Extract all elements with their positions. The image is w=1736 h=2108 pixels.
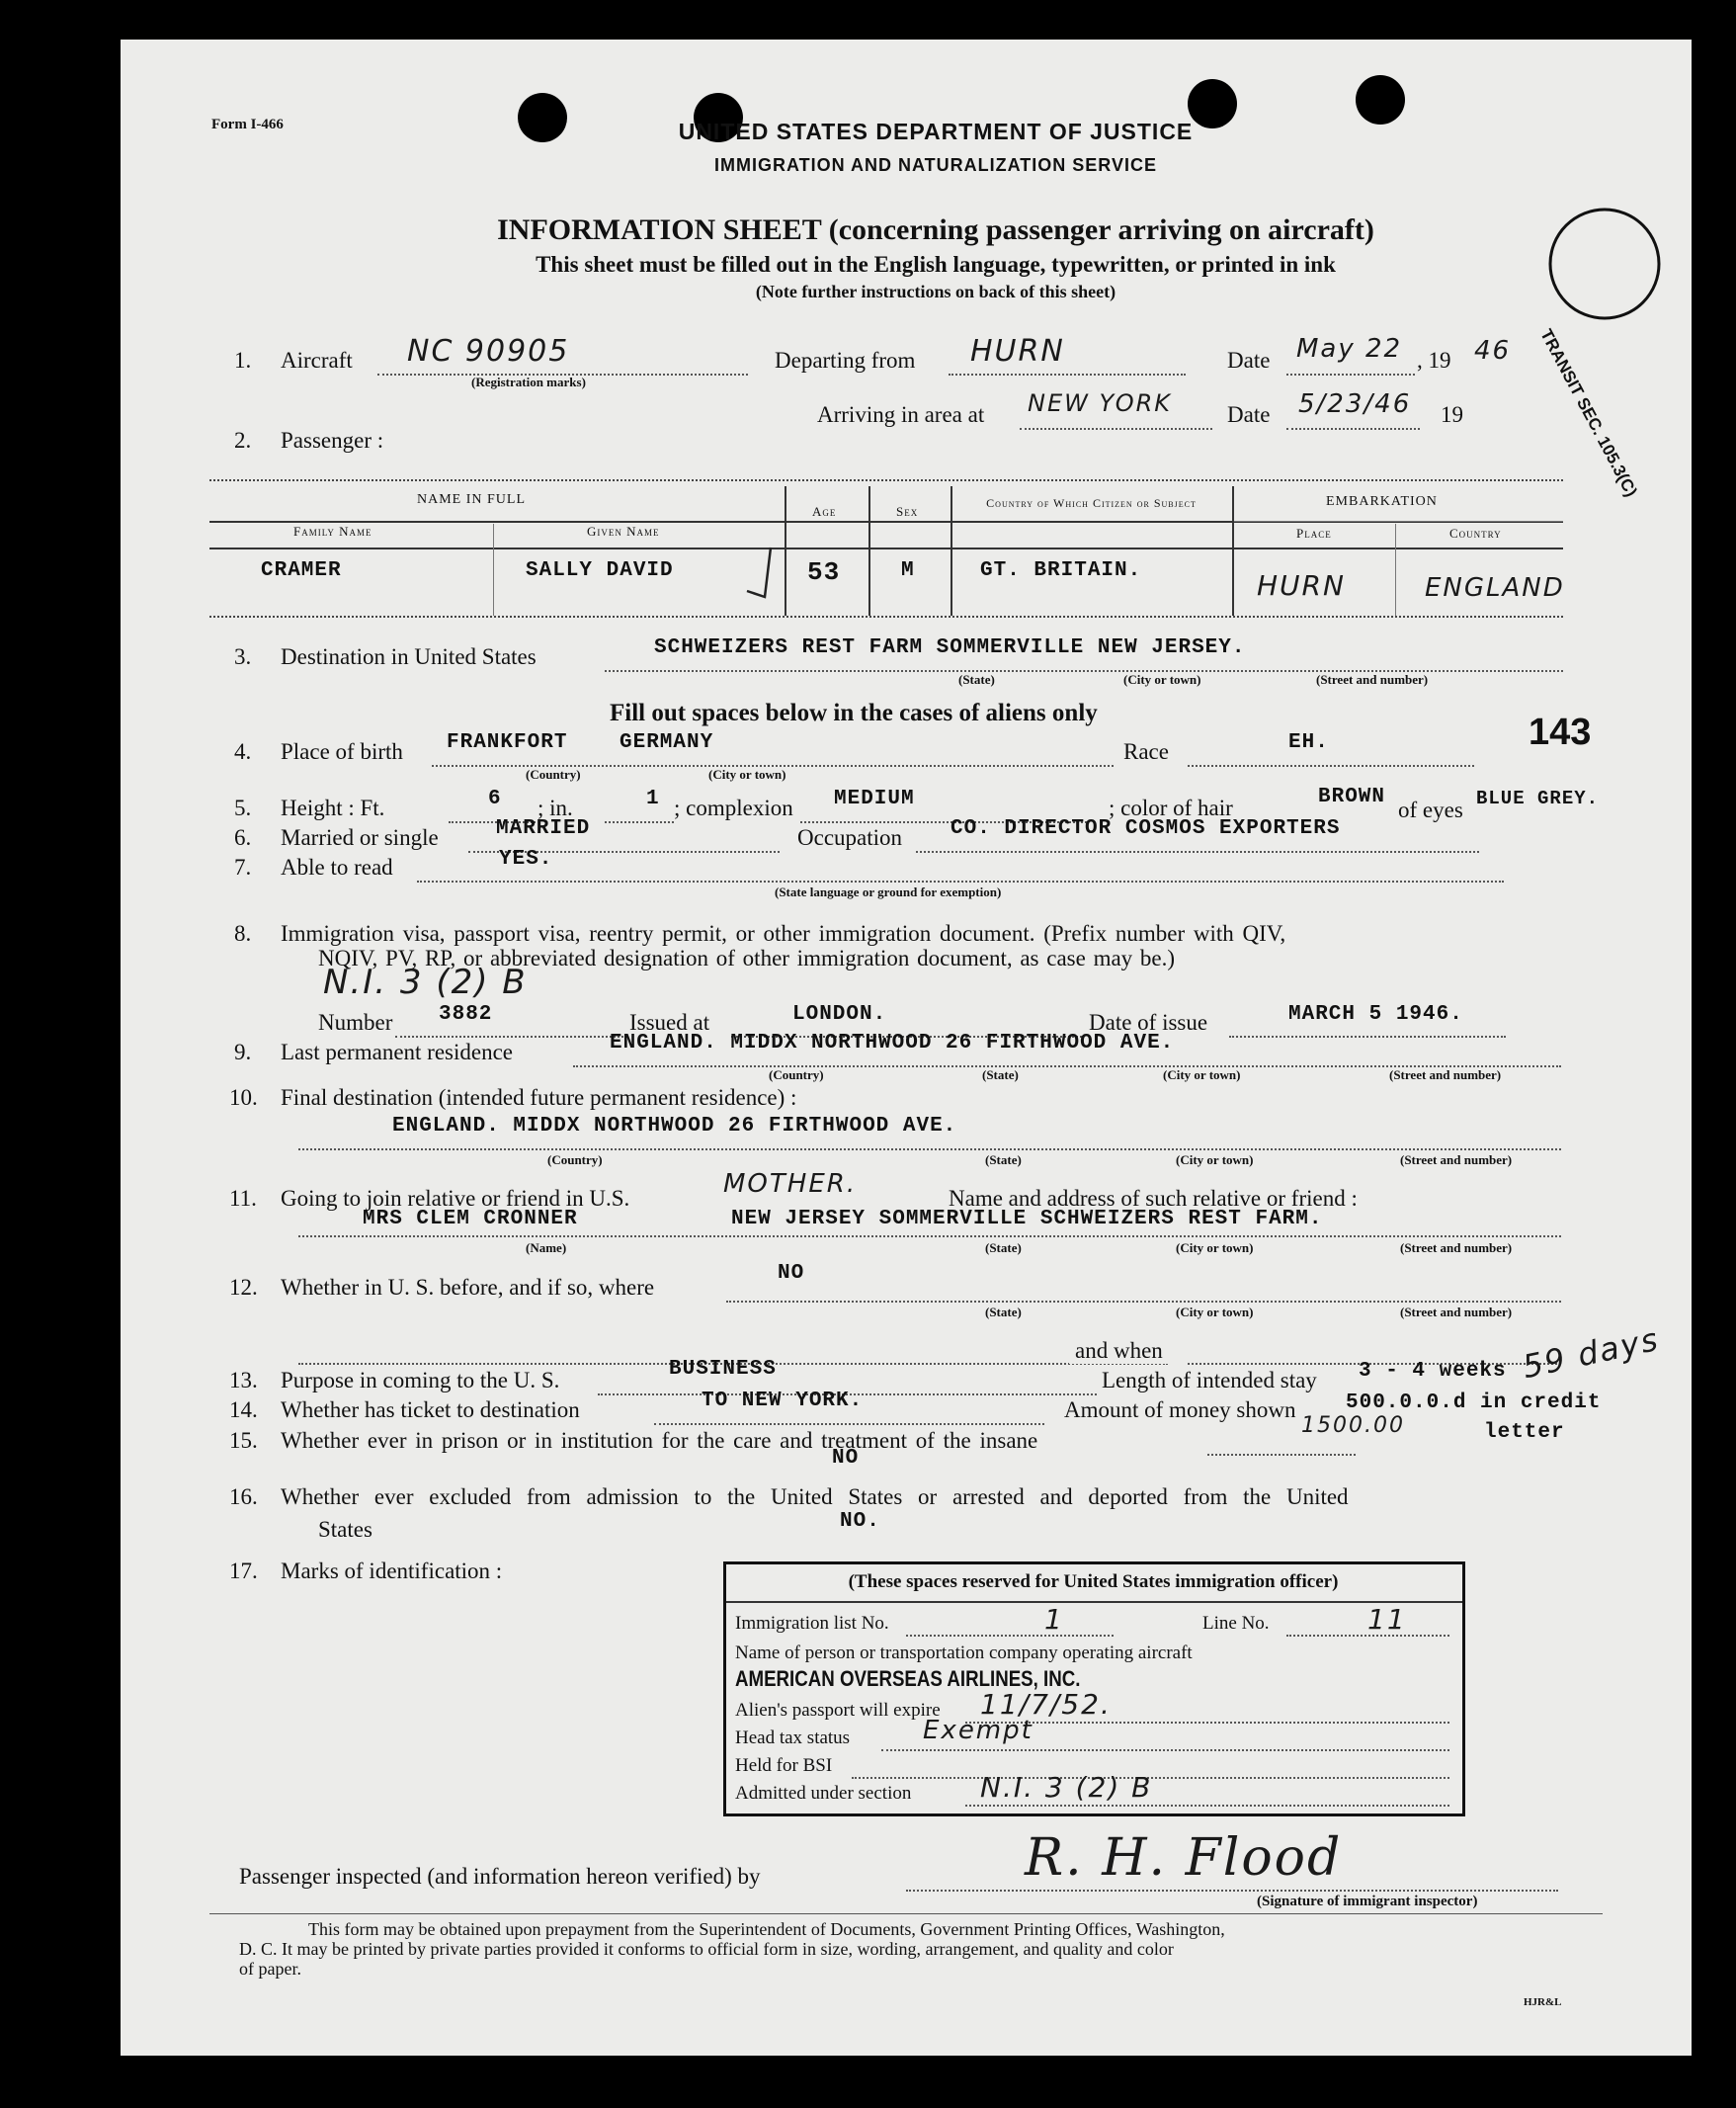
height-label: Height : Ft. <box>281 796 385 820</box>
caption-state: (State) <box>985 1305 1022 1319</box>
departing-value: HURN <box>970 334 1065 369</box>
transit-stamp <box>1543 203 1682 361</box>
department-title: UNITED STATES DEPARTMENT OF JUSTICE <box>678 119 1194 144</box>
year-prefix: , 19 <box>1417 348 1451 373</box>
caption-country: (Country) <box>526 767 581 782</box>
registration-caption: (Registration marks) <box>471 375 586 389</box>
stay-handwritten: 59 days <box>1519 1319 1663 1387</box>
caption-state: (State) <box>982 1067 1019 1082</box>
occupation-label: Occupation <box>797 825 903 850</box>
form-number: Form I-466 <box>211 117 284 132</box>
money-value: 500.0.0.d in credit <box>1346 1391 1602 1414</box>
complexion-value: MEDIUM <box>834 788 915 810</box>
relative-address-label: Name and address of such relative or friend : <box>949 1186 1358 1211</box>
race-label: Race <box>1123 739 1169 764</box>
caption-city: (City or town) <box>1176 1240 1254 1255</box>
issued-value: LONDON. <box>792 1003 887 1026</box>
emb-place-value: HURN <box>1257 569 1346 602</box>
operator-value: AMERICAN OVERSEAS AIRLINES, INC. <box>735 1666 1081 1691</box>
footer-line1: This form may be obtained upon prepayment from the Superintendent of Documents, Government Printing Offices, Washington, <box>308 1919 1225 1939</box>
eyes-value: BLUE GREY. <box>1476 788 1600 809</box>
issue-date-label: Date of issue <box>1089 1010 1208 1035</box>
place-header: Place <box>1296 526 1332 541</box>
head-tax-value: Exempt <box>923 1716 1033 1745</box>
destination-label: Destination in United States <box>281 644 537 669</box>
money-label: Amount of money shown <box>1064 1397 1296 1422</box>
item-number: 2. <box>234 428 252 453</box>
visa-handwritten: N.I. 3 (2) B <box>323 963 528 1002</box>
caption-country: (Country) <box>547 1152 603 1167</box>
admitted-value: N.I. 3 (2) B <box>980 1771 1153 1804</box>
item-number: 3. <box>234 644 252 669</box>
identification-label: Marks of identification : <box>281 1559 503 1583</box>
line-value: 11 <box>1367 1603 1407 1636</box>
join-relative-label: Going to join relative or friend in U.S. <box>281 1186 630 1211</box>
previous-visit-label: Whether in U. S. before, and if so, where <box>281 1275 655 1300</box>
item-number: 16. <box>229 1484 258 1509</box>
caption-city: (City or town) <box>1123 672 1201 687</box>
birthplace-country-value: FRANKFORT <box>447 731 568 754</box>
arriving-value: NEW YORK <box>1028 389 1173 417</box>
emb-country-value: ENGLAND <box>1425 573 1565 603</box>
item-number: 8. <box>234 921 252 946</box>
item-number: 15. <box>229 1428 258 1453</box>
caption-state: (State) <box>958 672 995 687</box>
handwritten-number: 143 <box>1529 712 1592 753</box>
aircraft-value: NC 90905 <box>407 334 570 369</box>
given-name-header: Given Name <box>587 524 660 539</box>
officer-box-heading: (These spaces reserved for United States immigration officer) <box>848 1571 1339 1592</box>
read-label: Able to read <box>281 855 393 880</box>
name-in-full-header: NAME IN FULL <box>417 492 526 507</box>
visa-text-line2: NQIV, PV, RP, or abbreviated designation of other immigration document, as case may be.) <box>318 946 1176 970</box>
passport-expiry-value: 11/7/52. <box>980 1688 1112 1721</box>
departing-date: May 22 <box>1296 334 1403 364</box>
when-label: and when <box>1069 1338 1169 1364</box>
issued-label: Issued at <box>629 1010 710 1035</box>
birthplace-label: Place of birth <box>281 739 403 764</box>
read-value: YES. <box>499 848 553 871</box>
sex-header: Sex <box>896 504 919 519</box>
final-destination-value: ENGLAND. MIDDX NORTHWOOD 26 FIRTHWOOD AVE. <box>392 1115 957 1138</box>
caption-city: (City or town) <box>1163 1067 1241 1082</box>
footer-line2: D. C. It may be printed by private parties provided it conforms to official form in size, wording, arrangement, and quality and color <box>239 1939 1174 1959</box>
item-number: 12. <box>229 1275 258 1300</box>
check-mark-icon <box>743 544 783 603</box>
purpose-value: BUSINESS <box>669 1358 777 1381</box>
marital-label: Married or single <box>281 825 439 850</box>
stay-value: 3 - 4 weeks <box>1359 1360 1507 1383</box>
relative-address-value: NEW JERSEY SOMMERVILLE SCHWEIZERS REST FARM. <box>731 1208 1323 1230</box>
inspector-signature: R. H. Flood <box>1025 1828 1343 1888</box>
item-number: 6. <box>234 825 252 850</box>
service-title: IMMIGRATION AND NATURALIZATION SERVICE <box>714 155 1157 175</box>
item-number: 10. <box>229 1085 258 1110</box>
relation-value: MOTHER. <box>723 1169 858 1199</box>
item-number: 5. <box>234 796 252 820</box>
departing-label: Departing from <box>775 348 916 373</box>
money-handwritten: 1500.00 <box>1301 1413 1405 1438</box>
relative-name-value: MRS CLEM CRONNER <box>363 1208 578 1230</box>
occupation-value: CO. DIRECTOR COSMOS EXPORTERS <box>951 817 1341 840</box>
operator-label: Name of person or transportation company operating aircraft <box>735 1643 1193 1663</box>
aircraft-label: Aircraft <box>281 348 353 373</box>
item-number: 4. <box>234 739 252 764</box>
footer-line3: of paper. <box>239 1959 301 1979</box>
printer-mark: HJR&L <box>1524 1996 1562 2008</box>
visa-text-line1: Immigration visa, passport visa, reentry permit, or other immigration document. (Prefix number with QIV, <box>281 921 1286 946</box>
form-page <box>121 40 1692 2056</box>
item-number: 9. <box>234 1040 252 1064</box>
sheet-title: INFORMATION SHEET (concerning passenger arriving on aircraft) <box>497 213 1374 246</box>
ticket-label: Whether has ticket to destination <box>281 1397 580 1422</box>
caption-city: (City or town) <box>1176 1305 1254 1319</box>
given-name-value: SALLY DAVID <box>526 559 674 582</box>
punch-hole <box>518 93 567 142</box>
prison-value: NO <box>832 1447 860 1470</box>
visa-number-value: 3882 <box>439 1003 493 1026</box>
issue-date-value: MARCH 5 1946. <box>1288 1003 1463 1026</box>
sheet-instruction: This sheet must be filled out in the English language, typewritten, or printed in ink <box>536 252 1336 277</box>
hair-label: ; color of hair <box>1109 796 1233 820</box>
marital-value: MARRIED <box>496 817 591 840</box>
departing-year: 46 <box>1474 336 1512 366</box>
country-header: Country of Which Citizen or Subject <box>986 496 1197 510</box>
line-label: Line No. <box>1202 1613 1270 1634</box>
arriving-label: Arriving in area at <box>817 402 985 427</box>
last-residence-label: Last permanent residence <box>281 1040 513 1064</box>
visa-number-label: Number <box>318 1010 393 1035</box>
head-tax-label: Head tax status <box>735 1728 851 1748</box>
bsi-label: Held for BSI <box>735 1755 833 1776</box>
purpose-label: Purpose in coming to the U. S. <box>281 1368 560 1392</box>
eyes-label: of eyes <box>1398 798 1463 822</box>
list-label: Immigration list No. <box>735 1613 889 1634</box>
item-number: 1. <box>234 348 252 373</box>
ticket-value: TO NEW YORK. <box>702 1390 864 1412</box>
last-residence-value: ENGLAND. MIDDX NORTHWOOD 26 FIRTHWOOD AVE. <box>610 1032 1175 1054</box>
caption-street: (Street and number) <box>1400 1240 1513 1255</box>
age-header: Age <box>812 504 837 519</box>
date-label: Date <box>1227 348 1271 373</box>
height-in-label: ; in. <box>537 796 573 820</box>
item-number: 17. <box>229 1559 258 1583</box>
caption-city: (City or town) <box>708 767 786 782</box>
caption-street: (Street and number) <box>1400 1152 1513 1167</box>
arriving-date-label: Date <box>1227 402 1271 427</box>
height-ft-value: 6 <box>488 788 502 810</box>
prison-label: Whether ever in prison or in institution for the care and treatment of the insane <box>281 1428 1038 1453</box>
inspection-label: Passenger inspected (and information hereon verified) by <box>239 1864 761 1889</box>
complexion-label: ; complexion <box>674 796 793 820</box>
sheet-note: (Note further instructions on back of this sheet) <box>755 282 1116 301</box>
age-value: 53 <box>807 557 841 587</box>
excluded-label-line1: Whether ever excluded from admission to the United States or arrested and deported from the United <box>281 1484 1349 1509</box>
aliens-heading: Fill out spaces below in the cases of aliens only <box>610 700 1098 726</box>
excluded-label-line2: States <box>318 1517 372 1542</box>
family-name-header: Family Name <box>293 524 372 539</box>
admitted-label: Admitted under section <box>735 1783 912 1804</box>
previous-visit-value: NO <box>778 1262 805 1285</box>
passenger-label: Passenger : <box>281 428 384 453</box>
item-number: 7. <box>234 855 252 880</box>
excluded-value: NO. <box>840 1510 880 1533</box>
family-name-value: CRAMER <box>261 559 342 582</box>
signature-caption: (Signature of immigrant inspector) <box>1257 1894 1478 1909</box>
country-emb-header: Country <box>1449 526 1502 541</box>
item-number: 14. <box>229 1397 258 1422</box>
race-value: EH. <box>1288 731 1329 754</box>
height-in-value: 1 <box>646 788 660 810</box>
read-caption: (State language or ground for exemption) <box>775 885 1002 899</box>
caption-state: (State) <box>985 1240 1022 1255</box>
caption-street: (Street and number) <box>1389 1067 1502 1082</box>
birthplace-city-value: GERMANY <box>620 731 714 754</box>
item-number: 13. <box>229 1368 258 1392</box>
arriving-date: 5/23/46 <box>1298 389 1412 419</box>
money-value-line2: letter <box>1484 1421 1565 1444</box>
final-destination-label: Final destination (intended future permanent residence) : <box>281 1085 797 1110</box>
caption-street: (Street and number) <box>1316 672 1429 687</box>
citizen-country-value: GT. BRITAIN. <box>980 559 1142 582</box>
transit-stamp-text: TRANSIT SEC. 105.3(C) <box>1536 326 1641 500</box>
list-value: 1 <box>1044 1603 1064 1636</box>
sex-value: M <box>901 559 915 582</box>
punch-hole <box>1356 75 1405 125</box>
caption-name: (Name) <box>526 1240 567 1255</box>
caption-city: (City or town) <box>1176 1152 1254 1167</box>
caption-street: (Street and number) <box>1400 1305 1513 1319</box>
destination-value: SCHWEIZERS REST FARM SOMMERVILLE NEW JERSEY. <box>654 636 1246 659</box>
passport-expiry-label: Alien's passport will expire <box>735 1700 941 1721</box>
item-number: 11. <box>229 1186 257 1211</box>
stay-label: Length of intended stay <box>1102 1368 1317 1392</box>
embarkation-header: EMBARKATION <box>1326 494 1438 509</box>
hair-value: BROWN <box>1318 786 1386 808</box>
caption-state: (State) <box>985 1152 1022 1167</box>
caption-country: (Country) <box>769 1067 824 1082</box>
arriving-year-suffix: 19 <box>1441 402 1463 427</box>
